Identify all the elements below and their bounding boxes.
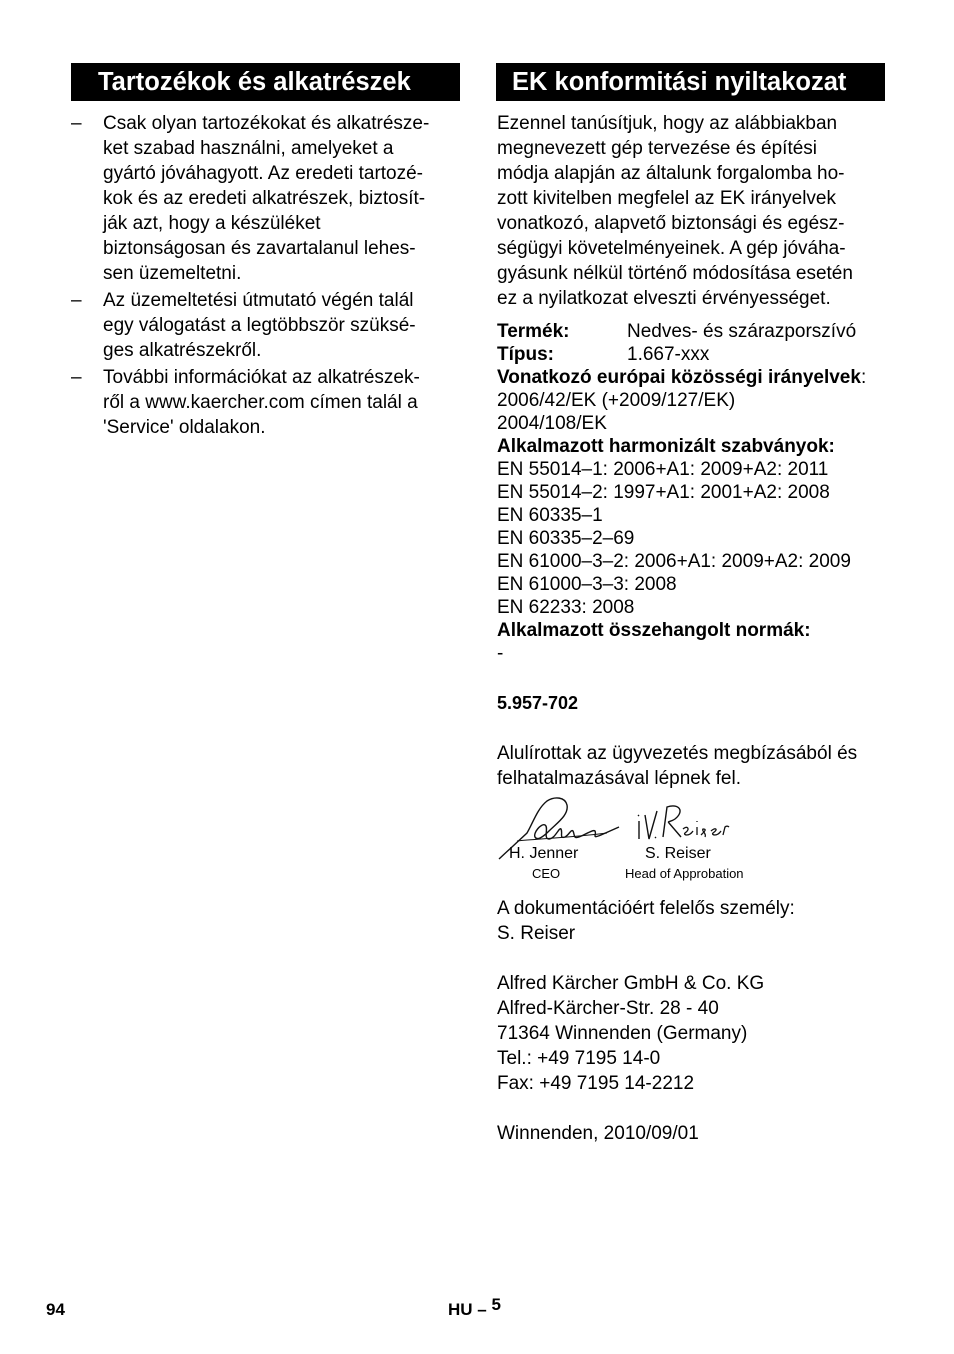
type-row: [497, 343, 887, 366]
product-row: [497, 320, 887, 343]
intro-line: vonatkozó, alapvető biztonsági és egész-: [497, 213, 845, 234]
intro-line: gyásunk nélkül történő módosítása esetén: [497, 263, 853, 284]
signature-reiser-image: [635, 801, 730, 846]
bullet-line: ges alkatrészekről.: [103, 340, 262, 361]
bullet-line: biztonságosan és zavartalanul lehes-: [103, 238, 416, 259]
intro-line: ez a nyilatkozat elveszti érvényességet.: [497, 288, 831, 309]
signed-line: felhatalmazásával lépnek fel.: [497, 768, 741, 789]
type-label: Típus:: [497, 344, 554, 365]
address-line: Fax: +49 7195 14-2212: [497, 1073, 695, 1094]
intro-line: megnevezett gép tervezése és építési: [497, 138, 818, 159]
signatory-role: CEO: [532, 866, 561, 881]
language-page-marker: [448, 1295, 501, 1320]
bullet-line: További információkat az alkatrészek-: [103, 367, 420, 388]
product-label: Termék:: [497, 321, 570, 342]
standard-item: EN 55014–1: 2006+A1: 2009+A2: 2011: [497, 459, 829, 480]
doc-responsible-name: S. Reiser: [497, 923, 576, 944]
standard-item: EN 60335–1: [497, 505, 603, 526]
signature-block: [497, 793, 787, 888]
address-line: Alfred Kärcher GmbH & Co. KG: [497, 973, 765, 994]
bullet-line: ják azt, hogy a készüléket: [103, 213, 321, 234]
bullet-dash: –: [71, 113, 82, 134]
signed-line: Alulírottak az ügyvezetés megbízásából és: [497, 743, 858, 764]
section-heading-accessories: Tartozékok és alkatrészek: [71, 63, 460, 101]
list-item: [71, 365, 460, 440]
accessories-list: [71, 111, 460, 442]
signatory-name: H. Jenner: [509, 845, 579, 862]
signatory-role: Head of Approbation: [625, 866, 744, 881]
product-spec: [497, 320, 887, 665]
norms-value: -: [497, 643, 504, 664]
document-number: 5.957-702: [497, 693, 579, 713]
intro-paragraph: [497, 111, 887, 311]
intro-line: zott kivitelben megfelel az EK irányelvek: [497, 188, 836, 209]
section-heading-conformity: EK konformitási nyiltakozat: [496, 63, 885, 101]
bullet-dash: –: [71, 367, 82, 388]
directives-heading: [497, 366, 887, 389]
address-line: Tel.: +49 7195 14-0: [497, 1048, 661, 1069]
standard-item: EN 55014–2: 1997+A1: 2001+A2: 2008: [497, 482, 830, 503]
contact-section: [497, 896, 887, 1146]
bullet-line: ket szabad használni, amelyeket a: [103, 138, 394, 159]
standard-item: EN 62233: 2008: [497, 597, 635, 618]
footer-dash: –: [477, 1300, 487, 1319]
directive-item: 2004/108/EK: [497, 413, 607, 434]
doc-responsible-label: A dokumentációért felelős személy:: [497, 898, 795, 919]
bullet-line: 'Service' oldalakon.: [103, 417, 266, 438]
product-value: Nedves- és szárazporszívó: [627, 321, 857, 342]
signatory-name: S. Reiser: [645, 845, 711, 862]
place-date-text: Winnenden, 2010/09/01: [497, 1123, 699, 1144]
bullet-line: Az üzemeltetési útmutató végén talál: [103, 290, 414, 311]
address-line: 71364 Winnenden (Germany): [497, 1023, 748, 1044]
page-number: 94: [46, 1300, 65, 1319]
place-date: [497, 1121, 887, 1146]
bullet-line: sen üzemeltetni.: [103, 263, 242, 284]
bullet-line: gyártó jóváhagyott. Az eredeti tartozé-: [103, 163, 424, 184]
bullet-line: Csak olyan tartozékokat és alkatrésze-: [103, 113, 430, 134]
intro-line: Ezennel tanúsítjuk, hogy az alábbiakban: [497, 113, 838, 134]
directive-item: 2006/42/EK (+2009/127/EK): [497, 390, 736, 411]
directives-label: Vonatkozó európai közösségi irányelvek: [497, 367, 861, 388]
conformity-declaration: [497, 111, 887, 791]
doc-responsible: [497, 896, 887, 946]
type-value: 1.667-xxx: [627, 344, 710, 365]
bullet-line: kok és az eredeti alkatrészek, biztosít-: [103, 188, 426, 209]
intro-line: módja alapján az általunk forgalomba ho-: [497, 163, 845, 184]
address-line: Alfred-Kärcher-Str. 28 - 40: [497, 998, 719, 1019]
standard-item: EN 61000–3–2: 2006+A1: 2009+A2: 2009: [497, 551, 851, 572]
company-address: [497, 971, 887, 1096]
standards-label: Alkalmazott harmonizált szabványok:: [497, 436, 835, 457]
language-code: HU: [448, 1300, 473, 1319]
norms-label: Alkalmazott összehangolt normák:: [497, 620, 811, 641]
signed-statement: [497, 741, 887, 791]
standard-item: EN 61000–3–3: 2008: [497, 574, 677, 595]
bullet-line: egy válogatást a legtöbbször szüksé-: [103, 315, 416, 336]
list-item: [71, 288, 460, 363]
list-item: [71, 111, 460, 286]
bullet-dash: –: [71, 290, 82, 311]
directives-colon: :: [860, 367, 867, 388]
intro-line: ségügyi követelményeinek. A gép jóváha-: [497, 238, 846, 259]
standard-item: EN 60335–2–69: [497, 528, 635, 549]
section-page-number: 5: [491, 1295, 501, 1314]
bullet-line: ről a www.kaercher.com címen talál a: [103, 392, 418, 413]
